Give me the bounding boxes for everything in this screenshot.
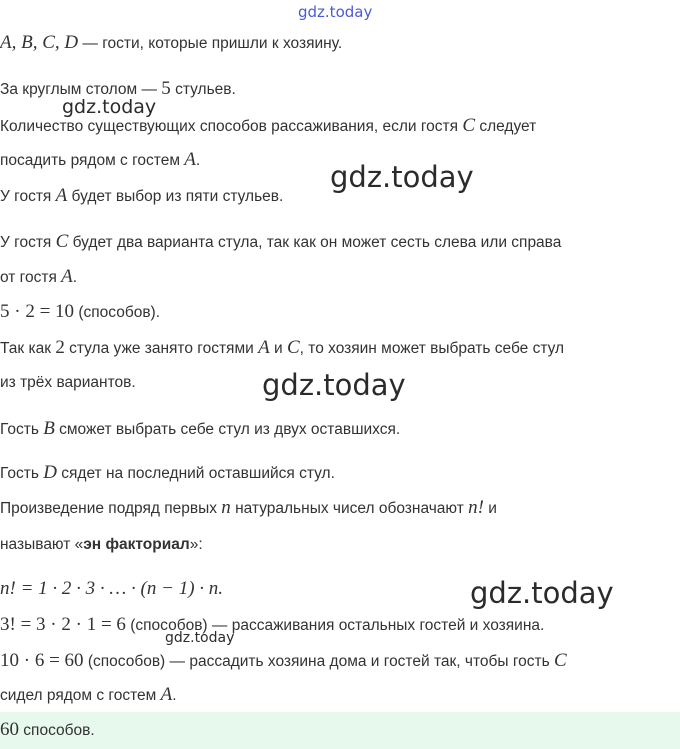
text-line <box>0 418 400 441</box>
text: Так как <box>0 340 56 357</box>
term-bold: эн факториал <box>83 536 190 553</box>
text: будет выбор из пяти стульев. <box>67 188 284 205</box>
text-line <box>0 614 544 637</box>
text-line <box>0 650 567 673</box>
text: Гость <box>0 421 44 438</box>
math: 5 <box>161 78 171 99</box>
text: стульев. <box>170 81 236 98</box>
text: Количество существующих способов рассаживания, если гостя <box>0 118 463 135</box>
text: »: <box>189 536 203 553</box>
text: и <box>269 340 287 357</box>
math: 3! = 3 · 2 · 1 = 6 <box>0 614 126 635</box>
text-line <box>0 372 136 394</box>
text: У гостя <box>0 188 56 205</box>
watermark: gdz.today <box>262 368 406 402</box>
math: A <box>55 185 68 206</box>
math: 2 <box>55 337 65 358</box>
text-line <box>0 534 203 556</box>
math: A <box>160 684 173 705</box>
math: C <box>55 231 69 252</box>
math: D <box>43 462 57 483</box>
text: . <box>172 687 177 704</box>
text-line <box>0 337 564 360</box>
text-line <box>0 266 77 289</box>
text: называют « <box>0 536 84 553</box>
text-line <box>0 32 342 55</box>
text-line <box>0 115 536 138</box>
text: сможет выбрать себе стул из двух оставшихся. <box>54 421 401 438</box>
text-line <box>0 301 160 324</box>
math: C <box>554 650 567 671</box>
text-line <box>0 78 236 101</box>
text: . <box>195 152 201 169</box>
text: (способов) — рассаживания остальных гостей и хозяина. <box>125 617 545 634</box>
math: n! = 1 · 2 · 3 · … · (n − 1) · n. <box>0 578 224 599</box>
watermark: gdz.today <box>298 3 373 21</box>
watermark: gdz.today <box>330 160 474 194</box>
text: и <box>483 500 497 517</box>
text: сидел рядом с гостем <box>0 687 161 704</box>
math: C <box>462 115 476 136</box>
watermark: gdz.today <box>62 96 157 118</box>
text-line <box>0 578 223 601</box>
text: , то хозяин может выбрать себе стул <box>299 340 565 357</box>
text: следует <box>475 118 537 135</box>
math: A <box>184 149 196 170</box>
text: — гости, которые пришли к хозяину. <box>78 35 343 52</box>
math: 60 <box>0 719 19 740</box>
text-line <box>0 497 497 520</box>
text: За круглым столом — <box>0 81 162 98</box>
answer-box <box>0 712 680 749</box>
text: натуральных чисел обозначают <box>230 500 469 517</box>
text: (способов) — рассадить хозяина дома и гостей так, чтобы гость <box>83 653 554 670</box>
text: . <box>72 269 78 286</box>
watermark: gdz.today <box>165 630 235 646</box>
text: (способов). <box>74 304 161 321</box>
text: Произведение подряд первых <box>0 500 222 517</box>
math: 5 · 2 = 10 <box>0 301 75 322</box>
math: C <box>286 337 300 358</box>
text: способов. <box>19 722 95 739</box>
text: Гость <box>0 465 44 482</box>
text: сядет на последний оставшийся стул. <box>56 465 335 482</box>
text: посадить рядом с гостем <box>0 152 185 169</box>
math: A, B, C, D <box>0 32 79 53</box>
text-line <box>0 149 200 172</box>
math: A <box>258 337 270 358</box>
text: будет два варианта стула, так как он может сесть слева или справа <box>68 234 562 251</box>
text-line <box>0 231 561 254</box>
watermark: gdz.today <box>470 576 614 610</box>
text-line <box>0 462 335 485</box>
math: n! <box>468 497 484 518</box>
text: от гостя <box>0 269 62 286</box>
answer-line <box>0 719 95 742</box>
math: n <box>221 497 231 518</box>
text-line <box>0 684 177 707</box>
math: 10 · 6 = 60 <box>0 650 84 671</box>
math: B <box>43 418 55 439</box>
math: A <box>61 266 73 287</box>
text: У гостя <box>0 234 56 251</box>
text: из трёх вариантов. <box>0 374 136 391</box>
text-line <box>0 185 283 208</box>
text: стула уже занято гостями <box>64 340 259 357</box>
